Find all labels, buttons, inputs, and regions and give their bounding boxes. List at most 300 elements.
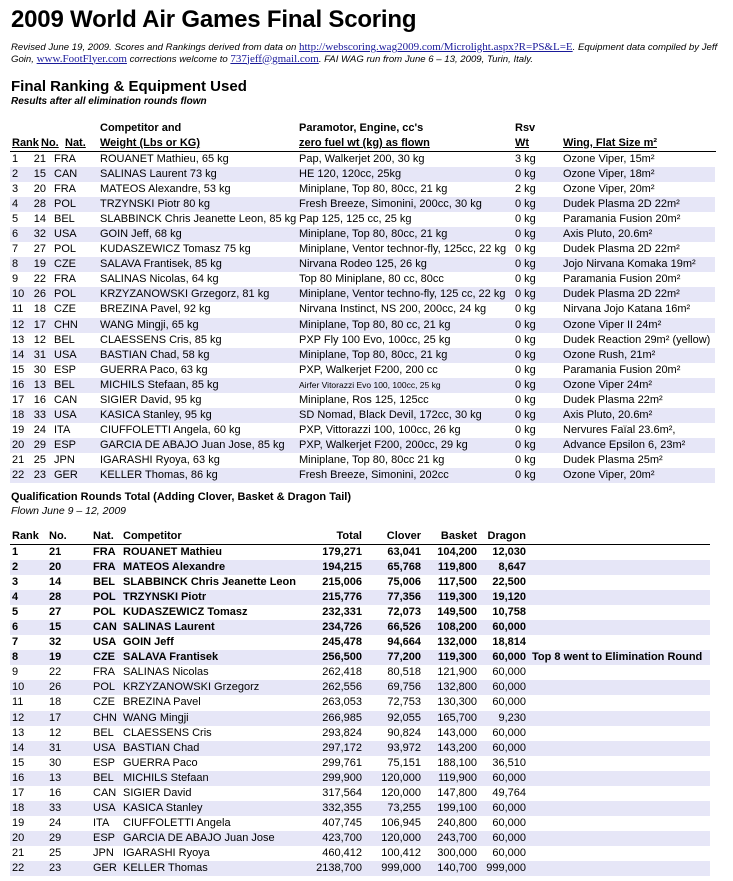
intro-text-1: Revised June 19, 2009. Scores and Rankings derived from data on (11, 42, 299, 53)
number-cell: 14 (49, 576, 62, 589)
table-row (10, 348, 715, 363)
competitor-cell: KRZYZANOWSKI Grzegorz, 81 kg (100, 288, 270, 301)
dragon-cell: 9,230 (498, 711, 526, 724)
qualification-header (10, 529, 710, 545)
basket-cell: 132,800 (437, 681, 477, 694)
competitor-cell: SALINAS Nicolas (123, 666, 209, 679)
intro-text-2: . Equipment data compiled by Jeff Goin, (11, 42, 718, 65)
header-competitor: Competitor (123, 530, 182, 542)
competitor-cell: BASTIAN Chad, 58 kg (100, 348, 210, 361)
wing-cell: Ozone Viper, 15m² (563, 153, 655, 165)
number-cell: 29 (33, 438, 46, 451)
nation-cell: FRA (93, 546, 116, 558)
total-cell: 256,500 (322, 651, 362, 664)
nation-cell: JPN (54, 453, 75, 466)
reserve-weight-cell: 2 kg (515, 183, 536, 196)
number-cell: 33 (49, 801, 62, 814)
reserve-weight-cell: 0 kg (515, 213, 536, 226)
nation-cell: USA (54, 228, 77, 241)
wing-cell: Ozone Viper, 20m² (563, 468, 655, 481)
table-row (10, 756, 710, 771)
wing-cell: Ozone Viper 24m² (563, 378, 653, 391)
dragon-cell: 60,000 (492, 771, 526, 784)
nation-cell: POL (93, 591, 116, 604)
competitor-cell: SALAVA Frantisek, 85 kg (100, 258, 222, 271)
header-basket: Basket (440, 530, 477, 542)
table-row (10, 423, 715, 438)
rank-cell: 2 (12, 168, 19, 181)
competitor-cell: SALINAS Nicolas, 64 kg (100, 273, 219, 286)
engine-cell: Nirvana Instinct, NS 200, 200cc, 24 kg (299, 303, 487, 316)
total-cell: 299,761 (322, 756, 362, 769)
rank-cell: 8 (12, 258, 19, 271)
total-cell: 262,418 (322, 666, 362, 679)
header-clover: Clover (386, 530, 421, 542)
engine-cell: PXP, Walkerjet F200, 200 cc (299, 363, 438, 376)
competitor-cell: IGARASHI Ryoya (123, 846, 210, 859)
competitor-cell: SIGIER David (123, 786, 192, 799)
engine-cell: Miniplane, Top 80, 80 cc, 21 kg (299, 318, 451, 331)
engine-cell: PXP Fly 100 Evo, 100cc, 25 kg (299, 333, 451, 346)
clover-cell: 63,041 (387, 546, 421, 558)
nation-cell: BEL (93, 771, 114, 784)
table-row (10, 605, 710, 620)
table-row (10, 302, 715, 317)
table-row (10, 726, 710, 741)
engine-cell: PXP, Vittorazzi 100, 100cc, 26 kg (299, 423, 461, 436)
clover-cell: 106,945 (381, 816, 421, 829)
clover-cell: 90,824 (387, 726, 421, 739)
rank-cell: 6 (12, 228, 19, 241)
competitor-cell: GARCIA DE ABAJO Juan Jose (123, 831, 275, 844)
clover-cell: 77,356 (387, 591, 421, 604)
number-cell: 20 (33, 183, 46, 196)
dragon-cell: 18,814 (492, 636, 526, 649)
total-cell: 423,700 (322, 831, 362, 844)
engine-cell: Pap, Walkerjet 200, 30 kg (299, 153, 425, 165)
total-cell: 262,556 (322, 681, 362, 694)
number-cell: 28 (33, 198, 46, 211)
competitor-cell: KRZYZANOWSKI Grzegorz (123, 681, 260, 694)
nation-cell: BEL (54, 213, 75, 226)
total-cell: 232,331 (322, 606, 362, 619)
number-cell: 25 (49, 846, 62, 859)
number-cell: 21 (49, 546, 62, 558)
number-cell: 30 (49, 756, 62, 769)
reserve-weight-cell: 3 kg (515, 153, 536, 165)
header-no: No. (49, 530, 67, 542)
competitor-cell: CLAESSENS Cris, 85 kg (100, 333, 222, 346)
number-cell: 27 (33, 243, 46, 256)
header-dragon: Dragon (487, 530, 526, 542)
wing-cell: Axis Pluto, 20.6m² (563, 228, 653, 241)
basket-cell: 117,500 (437, 576, 477, 589)
table-row (10, 575, 710, 590)
competitor-cell: SALINAS Laurent 73 kg (100, 168, 217, 181)
rank-cell: 5 (12, 213, 19, 226)
dragon-cell: 60,000 (492, 846, 526, 859)
webscoring-link[interactable]: http://webscoring.wag2009.com/Microlight.aspx?R=PS&L=E (299, 41, 573, 53)
competitor-cell: WANG Mingji (123, 711, 189, 724)
nation-cell: CAN (93, 786, 117, 799)
number-cell: 28 (49, 591, 62, 604)
number-cell: 18 (33, 303, 46, 316)
basket-cell: 199,100 (437, 801, 477, 814)
rank-cell: 11 (12, 303, 24, 316)
dragon-cell: 60,000 (492, 621, 526, 634)
basket-cell: 143,000 (437, 726, 477, 739)
competitor-cell: CLAESSENS Cris (123, 726, 212, 739)
engine-cell: Miniplane, Top 80, 80cc, 21 kg (299, 183, 448, 196)
rank-cell: 18 (12, 801, 25, 814)
header-wing: Wing, Flat Size m² (563, 137, 658, 149)
dragon-cell: 60,000 (492, 696, 526, 709)
table-row (10, 545, 710, 560)
number-cell: 20 (49, 561, 62, 574)
nation-cell: ITA (93, 816, 110, 829)
nation-cell: ESP (54, 438, 77, 451)
basket-cell: 119,300 (437, 651, 477, 664)
engine-cell: Top 80 Miniplane, 80 cc, 80cc (299, 273, 444, 286)
table-row (10, 408, 715, 423)
competitor-cell: KUDASZEWICZ Tomasz 75 kg (100, 243, 251, 256)
table-row (10, 560, 710, 575)
table-row (10, 212, 715, 227)
competitor-cell: TRZYNSKI Piotr (123, 591, 207, 604)
number-cell: 22 (33, 273, 46, 286)
nation-cell: FRA (54, 273, 76, 286)
nation-cell: ESP (54, 363, 77, 376)
wing-cell: Dudek Reaction 29m² (yellow) (563, 333, 711, 346)
nation-cell: ESP (93, 756, 116, 769)
competitor-cell: ROUANET Mathieu (123, 546, 222, 558)
number-cell: 17 (33, 318, 46, 331)
elimination-note: Top 8 went to Elimination Round (532, 651, 703, 664)
basket-cell: 132,000 (437, 636, 477, 649)
competitor-cell: BREZINA Pavel (123, 696, 201, 709)
competitor-cell: SLABBINCK Chris Jeanette Leon, 85 kg (100, 213, 297, 226)
rank-cell: 11 (12, 696, 24, 709)
number-cell: 16 (33, 393, 46, 406)
nation-cell: POL (54, 243, 77, 256)
header-competitor-line1: Competitor and (100, 122, 182, 134)
rank-cell: 12 (12, 711, 25, 724)
basket-cell: 147,800 (437, 786, 477, 799)
basket-cell: 119,900 (438, 771, 477, 784)
wing-cell: Nirvana Jojo Katana 16m² (563, 303, 691, 316)
basket-cell: 240,800 (437, 816, 477, 829)
wing-cell: Jojo Nirvana Komaka 19m² (563, 258, 696, 271)
intro-paragraph (11, 42, 726, 65)
clover-cell: 120,000 (381, 771, 421, 784)
competitor-cell: KASICA Stanley (123, 801, 203, 814)
basket-cell: 149,500 (437, 606, 477, 619)
intro-text-4: . FAI WAG run from June 6 – 13, 2009, Turin, Italy. (318, 53, 533, 65)
nation-cell: ESP (93, 831, 116, 844)
number-cell: 29 (49, 831, 62, 844)
reserve-weight-cell: 0 kg (515, 348, 536, 361)
dragon-cell: 19,120 (492, 591, 526, 604)
dragon-cell: 22,500 (492, 576, 526, 589)
number-cell: 26 (49, 681, 62, 694)
competitor-cell: KASICA Stanley, 95 kg (100, 408, 212, 421)
dragon-cell: 60,000 (492, 666, 526, 679)
table-row (10, 786, 710, 801)
rank-cell: 1 (12, 546, 19, 558)
dragon-cell: 60,000 (492, 831, 526, 844)
clover-cell: 75,006 (387, 576, 421, 589)
rank-cell: 16 (12, 771, 25, 784)
engine-cell: Fresh Breeze, Simonini, 202cc (299, 468, 449, 481)
nation-cell: POL (54, 288, 77, 301)
rank-cell: 21 (12, 846, 25, 859)
total-cell: 332,355 (322, 801, 362, 814)
table-row (10, 831, 710, 846)
nation-cell: ITA (54, 423, 71, 436)
rank-cell: 9 (12, 666, 19, 679)
table-row (10, 318, 715, 333)
intro-text-3: corrections welcome to (126, 53, 231, 65)
rank-cell: 19 (12, 423, 25, 436)
total-cell: 460,412 (322, 846, 362, 859)
reserve-weight-cell: 0 kg (515, 393, 536, 406)
clover-cell: 75,151 (387, 756, 421, 769)
reserve-weight-cell: 0 kg (515, 258, 536, 271)
total-cell: 293,824 (322, 726, 362, 739)
number-cell: 24 (49, 816, 62, 829)
clover-cell: 93,972 (387, 741, 421, 754)
wing-cell: Paramania Fusion 20m² (563, 363, 681, 376)
basket-cell: 119,300 (437, 591, 477, 604)
number-cell: 13 (49, 771, 62, 784)
dragon-cell: 60,000 (492, 741, 526, 754)
table-row (10, 635, 710, 650)
number-cell: 25 (33, 453, 46, 466)
reserve-weight-cell: 0 kg (515, 363, 536, 376)
competitor-cell: CIUFFOLETTI Angela (123, 816, 231, 829)
dragon-cell: 10,758 (492, 606, 526, 619)
number-cell: 32 (49, 636, 62, 649)
header-total: Total (336, 530, 362, 542)
rank-cell: 4 (12, 198, 19, 211)
clover-cell: 92,055 (387, 711, 421, 724)
engine-cell: Airfer Vitorazzi Evo 100, 100cc, 25 kg (299, 379, 441, 390)
engine-cell: Miniplane, Top 80, 80cc, 21 kg (299, 348, 448, 361)
nation-cell: USA (54, 348, 77, 361)
email-link[interactable]: 737jeff@gmail.com (230, 52, 319, 65)
table-row (10, 272, 715, 287)
rank-cell: 14 (12, 348, 25, 361)
wing-cell: Dudek Plasma 25m² (563, 453, 663, 466)
dragon-cell: 999,000 (486, 861, 526, 874)
number-cell: 15 (33, 168, 46, 181)
table-row (10, 861, 710, 876)
wing-cell: Ozone Viper, 18m² (563, 168, 655, 181)
number-cell: 15 (49, 621, 62, 634)
table-row (10, 650, 710, 665)
total-cell: 179,271 (322, 546, 362, 558)
final-ranking-header (10, 122, 716, 152)
dragon-cell: 60,000 (492, 816, 526, 829)
competitor-cell: SIGIER David, 95 kg (100, 393, 202, 406)
wing-cell: Dudek Plasma 2D 22m² (563, 198, 680, 211)
dragon-cell: 12,030 (492, 546, 526, 558)
total-cell: 299,900 (322, 771, 362, 784)
clover-cell: 94,664 (387, 636, 421, 649)
table-row (10, 257, 715, 272)
clover-cell: 72,753 (387, 696, 421, 709)
footflyer-link[interactable]: www.FootFlyer.com (36, 52, 127, 65)
dragon-cell: 8,647 (498, 561, 526, 574)
engine-cell: Nirvana Rodeo 125, 26 kg (299, 258, 427, 271)
nation-cell: CZE (93, 651, 115, 664)
number-cell: 22 (49, 666, 62, 679)
competitor-cell: GUERRA Paco (123, 756, 198, 769)
engine-cell: Miniplane, Top 80, 80cc 21 kg (299, 453, 445, 466)
table-row (10, 846, 710, 861)
rank-cell: 21 (12, 453, 25, 466)
competitor-cell: WANG Mingji, 65 kg (100, 318, 199, 331)
wing-cell: Dudek Plasma 22m² (563, 393, 663, 406)
rank-cell: 15 (12, 363, 25, 376)
rank-cell: 16 (12, 378, 25, 391)
number-cell: 24 (33, 423, 46, 436)
clover-cell: 120,000 (381, 831, 421, 844)
reserve-weight-cell: 0 kg (515, 288, 536, 301)
total-cell: 266,985 (322, 711, 362, 724)
header-rsv-line1: Rsv (515, 122, 536, 134)
reserve-weight-cell: 0 kg (515, 273, 536, 286)
nation-cell: FRA (93, 666, 115, 679)
number-cell: 14 (33, 213, 46, 226)
nation-cell: FRA (93, 561, 116, 574)
number-cell: 18 (49, 696, 62, 709)
engine-cell: HE 120, 120cc, 25kg (299, 168, 402, 181)
competitor-cell: KELLER Thomas (123, 861, 208, 874)
reserve-weight-cell: 0 kg (515, 228, 536, 241)
wing-cell: Dudek Plasma 2D 22m² (563, 243, 680, 256)
header-nat: Nat. (93, 530, 114, 542)
nation-cell: CZE (54, 303, 76, 316)
nation-cell: BEL (93, 576, 115, 589)
clover-cell: 77,200 (387, 651, 421, 664)
number-cell: 31 (49, 741, 62, 754)
number-cell: 13 (33, 378, 46, 391)
rank-cell: 12 (12, 318, 25, 331)
total-cell: 234,726 (322, 621, 362, 634)
nation-cell: USA (93, 801, 116, 814)
competitor-cell: GOIN Jeff (123, 636, 174, 649)
rank-cell: 22 (12, 861, 25, 874)
engine-cell: SD Nomad, Black Devil, 172cc, 30 kg (299, 408, 482, 421)
qualification-table (10, 529, 710, 876)
dragon-cell: 36,510 (492, 756, 526, 769)
dragon-cell: 60,000 (492, 801, 526, 814)
header-engine-line2: zero fuel wt (kg) as flown (299, 137, 430, 149)
nation-cell: GER (54, 468, 78, 481)
rank-cell: 13 (12, 726, 25, 739)
header-engine-line1: Paramotor, Engine, cc's (299, 122, 424, 134)
nation-cell: FRA (54, 183, 76, 196)
final-ranking-heading: Final Ranking & Equipment Used (11, 78, 247, 95)
rank-cell: 3 (12, 576, 19, 589)
nation-cell: CHN (54, 318, 78, 331)
nation-cell: BEL (93, 726, 114, 739)
table-row (10, 695, 710, 710)
header-rank: Rank (12, 530, 39, 542)
table-row (10, 771, 710, 786)
rank-cell: 13 (12, 333, 25, 346)
total-cell: 245,478 (322, 636, 362, 649)
number-cell: 26 (33, 288, 46, 301)
header-nat: Nat. (65, 137, 86, 149)
clover-cell: 999,000 (381, 861, 421, 874)
nation-cell: USA (54, 408, 77, 421)
competitor-cell: ROUANET Mathieu, 65 kg (100, 153, 229, 165)
dragon-cell: 49,764 (492, 786, 526, 799)
basket-cell: 140,700 (437, 861, 477, 874)
total-cell: 2138,700 (316, 861, 362, 874)
engine-cell: Miniplane, Ros 125, 125cc (299, 393, 429, 406)
clover-cell: 66,526 (387, 621, 421, 634)
rank-cell: 19 (12, 816, 25, 829)
reserve-weight-cell: 0 kg (515, 378, 536, 391)
nation-cell: USA (93, 741, 116, 754)
table-row (10, 333, 715, 348)
competitor-cell: SLABBINCK Chris Jeanette Leon (123, 576, 296, 589)
competitor-cell: GARCIA DE ABAJO Juan Jose, 85 kg (100, 438, 285, 451)
competitor-cell: IGARASHI Ryoya, 63 kg (100, 453, 220, 466)
table-row (10, 167, 715, 182)
number-cell: 32 (33, 228, 46, 241)
competitor-cell: GOIN Jeff, 68 kg (100, 228, 182, 241)
rank-cell: 17 (12, 786, 25, 799)
basket-cell: 143,200 (437, 741, 477, 754)
final-ranking-table (10, 122, 716, 483)
number-cell: 12 (49, 726, 62, 739)
number-cell: 23 (49, 861, 62, 874)
reserve-weight-cell: 0 kg (515, 303, 536, 316)
table-row (10, 227, 715, 242)
rank-cell: 22 (12, 468, 25, 481)
rank-cell: 4 (12, 591, 19, 604)
number-cell: 23 (33, 468, 46, 481)
number-cell: 17 (49, 711, 62, 724)
nation-cell: CAN (54, 393, 78, 406)
competitor-cell: MATEOS Alexandre (123, 561, 226, 574)
nation-cell: CZE (54, 258, 76, 271)
table-row (10, 378, 715, 393)
final-ranking-body (10, 152, 716, 483)
competitor-cell: GUERRA Paco, 63 kg (100, 363, 208, 376)
clover-cell: 65,768 (387, 561, 421, 574)
header-competitor-line2: Weight (Lbs or KG) (100, 137, 201, 149)
table-row (10, 152, 715, 167)
table-row (10, 665, 710, 680)
nation-cell: CHN (93, 711, 117, 724)
nation-cell: BEL (54, 378, 75, 391)
clover-cell: 72,073 (387, 606, 421, 619)
total-cell: 215,776 (322, 591, 362, 604)
wing-cell: Advance Epsilon 6, 23m² (563, 438, 686, 451)
table-row (10, 363, 715, 378)
table-row (10, 182, 715, 197)
header-rsv-line2: Wt (515, 137, 530, 149)
table-row (10, 468, 715, 483)
competitor-cell: KELLER Thomas, 86 kg (100, 468, 218, 481)
dragon-cell: 60,000 (492, 651, 526, 664)
number-cell: 21 (33, 153, 46, 165)
